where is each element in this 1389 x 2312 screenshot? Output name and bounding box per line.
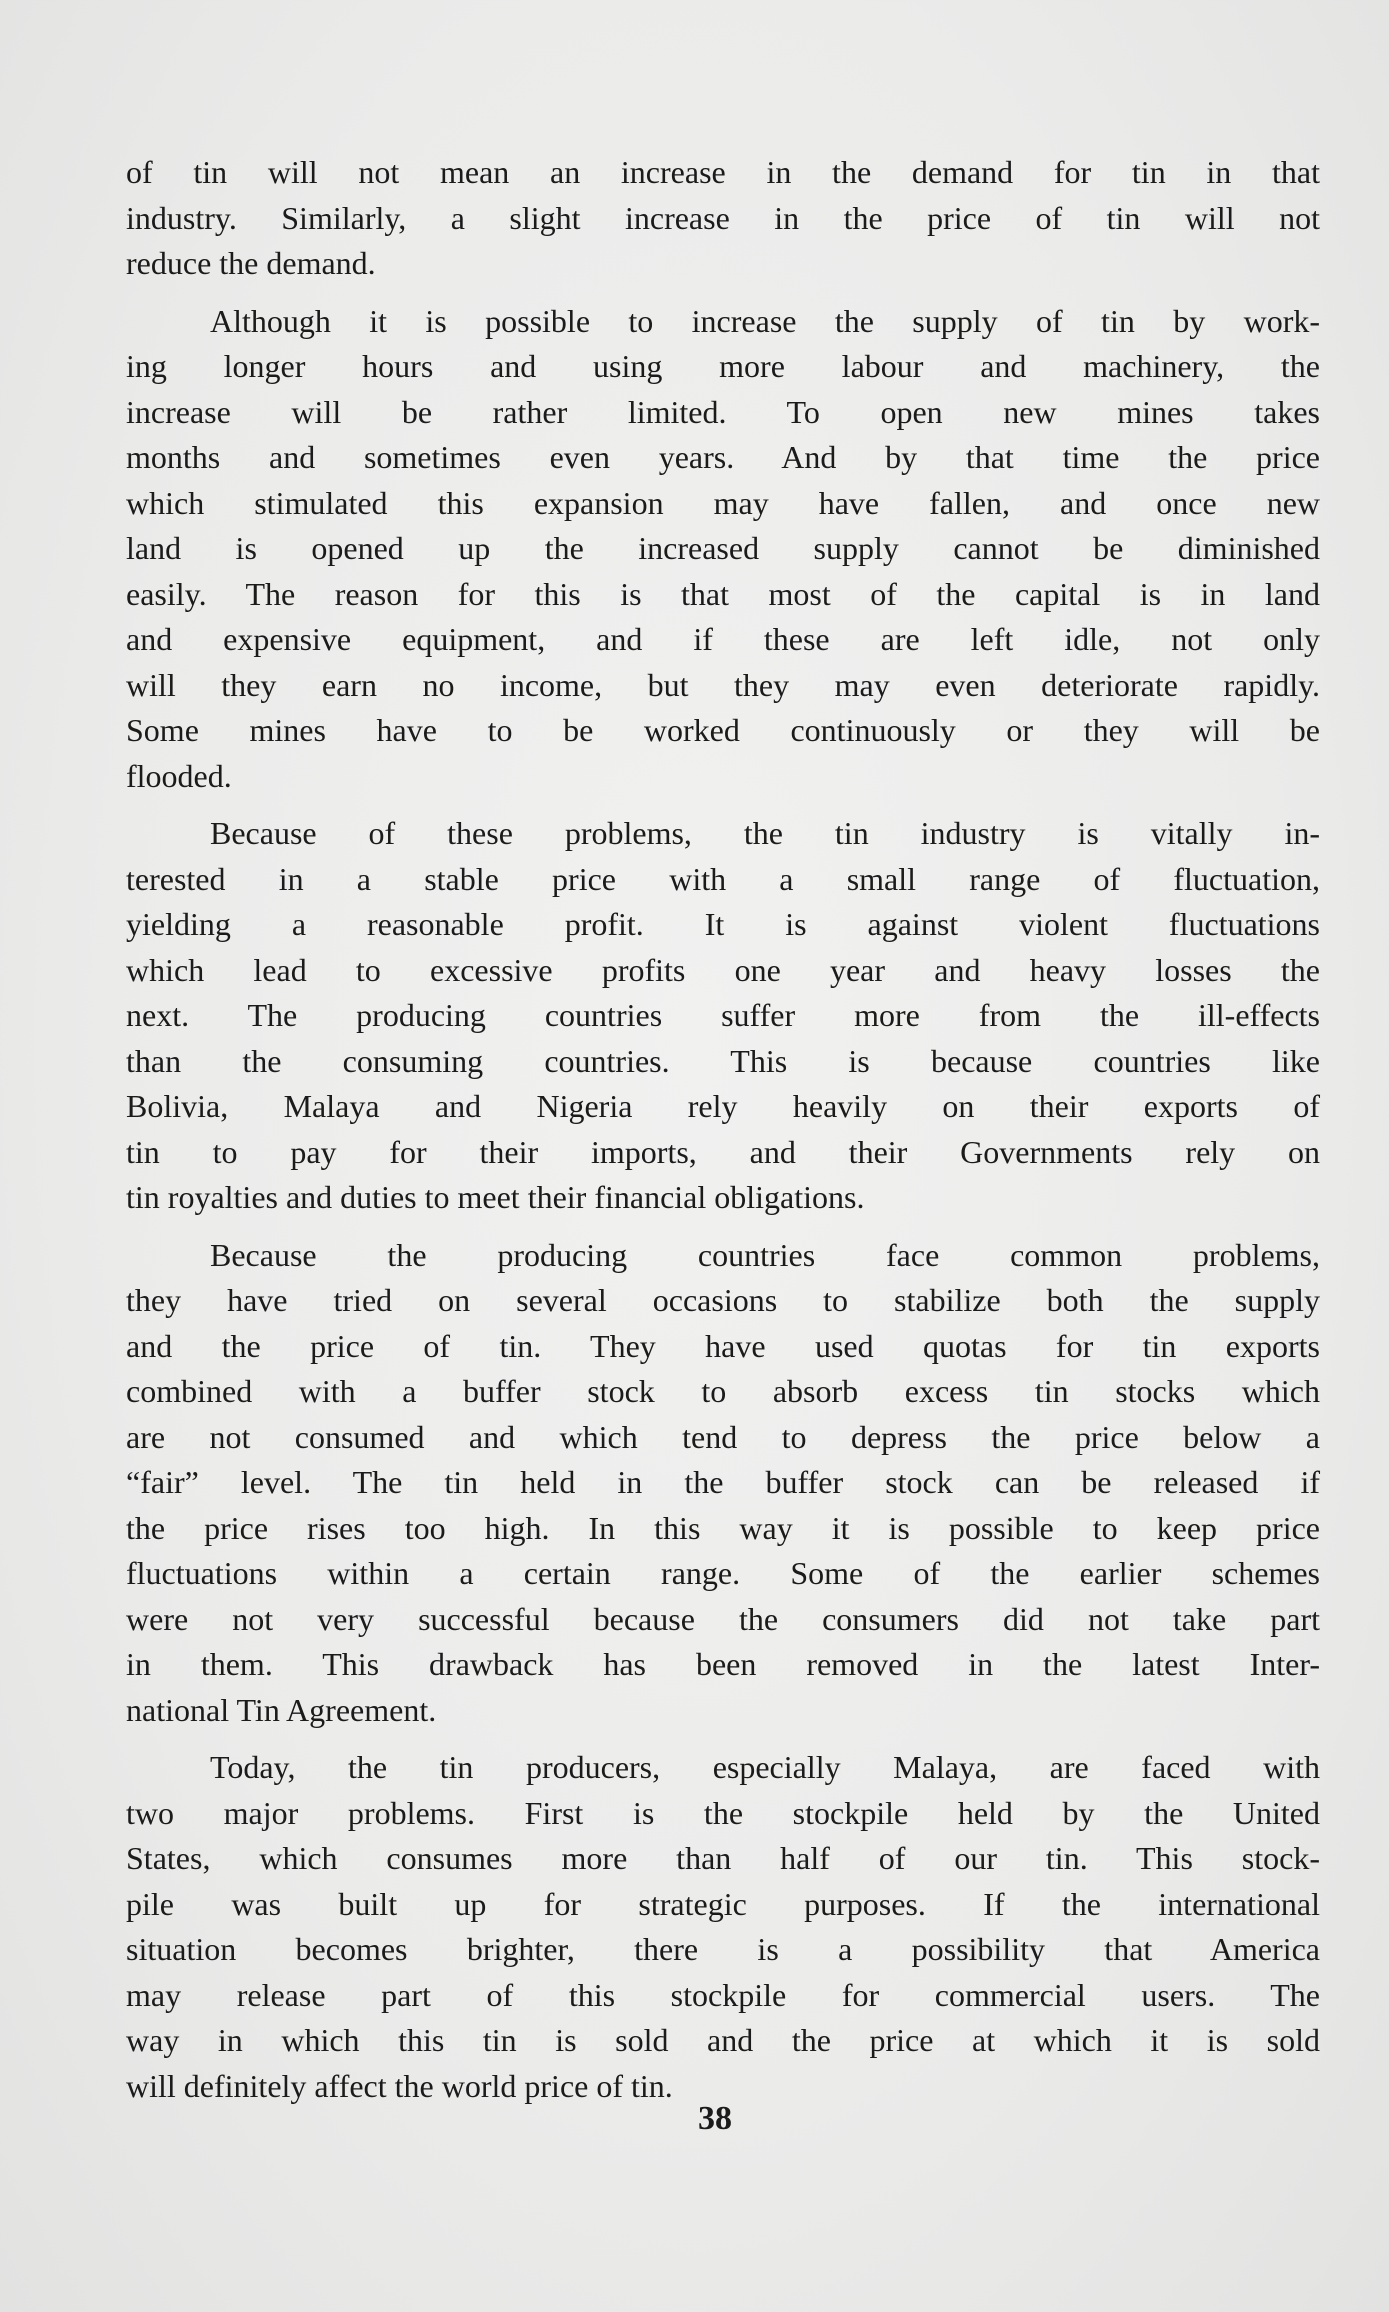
text-line: in them. This drawback has been removed in the latest Inter-	[126, 1646, 1320, 1682]
text-line: Some mines have to be worked continuously or they will be	[126, 712, 1320, 748]
text-line: States, which consumes more than half of our tin. This stock-	[126, 1840, 1320, 1876]
page-number: 38	[698, 2100, 732, 2137]
text-line: combined with a buffer stock to absorb excess tin stocks which	[126, 1373, 1320, 1409]
text-line: will they earn no income, but they may even deteriorate rapidly.	[126, 666, 1320, 703]
text-line: ing longer hours and using more labour and machinery, the	[126, 348, 1320, 384]
text-line: Although it is possible to increase the supply of tin by work-	[210, 302, 1320, 339]
text-line: reduce the demand.	[126, 245, 376, 281]
text-line: pile was built up for strategic purposes. If the international	[126, 1885, 1320, 1922]
text-line: months and sometimes even years. And by that time the price	[126, 439, 1320, 475]
text-line: tin royalties and duties to meet their financial obligations.	[126, 1179, 865, 1215]
text-line: will definitely affect the world price of tin.	[126, 2067, 673, 2104]
text-line: Because the producing countries face common problems,	[210, 1236, 1320, 1273]
text-line: national Tin Agreement.	[126, 1691, 437, 1728]
text-line: situation becomes brighter, there is a possibility that America	[126, 1931, 1320, 1967]
text-line: yielding a reasonable profit. It is against violent fluctuations	[126, 906, 1320, 942]
paragraph	[126, 811, 1320, 1221]
text-line: were not very successful because the consumers did not take part	[126, 1600, 1320, 1637]
text-line: Bolivia, Malaya and Nigeria rely heavily on their exports of	[126, 1088, 1320, 1124]
text-line: and expensive equipment, and if these are left idle, not only	[126, 621, 1320, 657]
text-line: next. The producing countries suffer more from the ill-effects	[126, 997, 1320, 1033]
text-line: two major problems. First is the stockpile held by the United	[126, 1794, 1320, 1831]
text-line: terested in a stable price with a small range of fluctuation,	[126, 860, 1320, 897]
text-line: fluctuations within a certain range. Some of the earlier schemes	[126, 1555, 1320, 1591]
paragraph	[126, 1745, 1320, 2109]
text-line: way in which this tin is sold and the price at which it is sold	[126, 2022, 1320, 2058]
text-line: flooded.	[126, 757, 232, 794]
text-line: tin to pay for their imports, and their Governments rely on	[126, 1133, 1320, 1170]
text-line: and the price of tin. They have used quotas for tin exports	[126, 1327, 1320, 1364]
text-line: “fair” level. The tin held in the buffer stock can be released if	[126, 1464, 1320, 1500]
text-line: than the consuming countries. This is because countries like	[126, 1042, 1320, 1079]
paragraph	[126, 299, 1320, 800]
text-line: easily. The reason for this is that most of the capital is in land	[126, 575, 1320, 612]
paragraph	[126, 1233, 1320, 1734]
paragraph	[126, 150, 1320, 287]
text-line: industry. Similarly, a slight increase in the price of tin will not	[126, 199, 1320, 236]
text-line: which lead to excessive profits one year and heavy losses the	[126, 951, 1320, 988]
text-line: are not consumed and which tend to depress the price below a	[126, 1418, 1320, 1455]
text-line: the price rises too high. In this way it is possible to keep price	[126, 1509, 1320, 1546]
text-line: Because of these problems, the tin industry is vitally in-	[210, 815, 1320, 851]
text-line: Today, the tin producers, especially Malaya, are faced with	[210, 1749, 1320, 1785]
text-line: increase will be rather limited. To open new mines takes	[126, 393, 1320, 430]
text-line: which stimulated this expansion may have fallen, and once new	[126, 484, 1320, 521]
text-line: land is opened up the increased supply cannot be diminished	[126, 530, 1320, 566]
text-line: may release part of this stockpile for commercial users. The	[126, 1976, 1320, 2013]
text-line: they have tried on several occasions to stabilize both the supply	[126, 1282, 1320, 1318]
text-line: of tin will not mean an increase in the demand for tin in that	[126, 154, 1320, 190]
body-text	[126, 150, 1320, 2121]
